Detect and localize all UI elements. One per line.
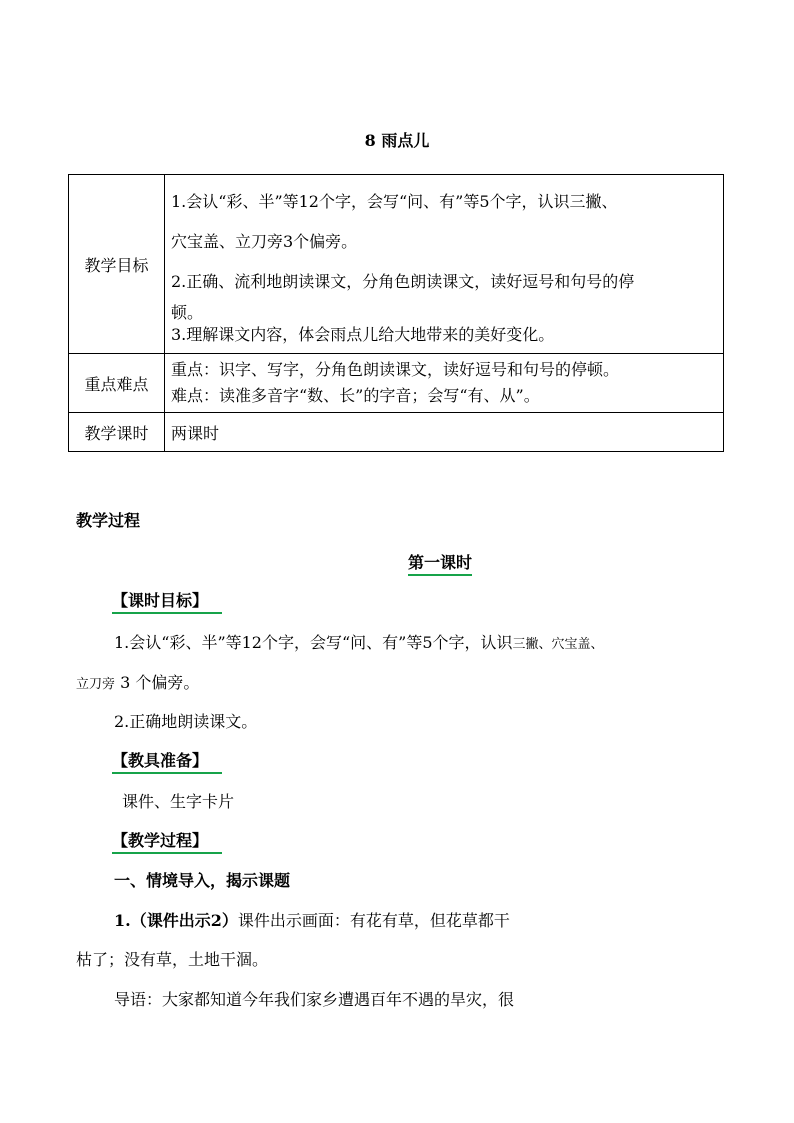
goals-line: 1.会认“彩、半”等12个字，会写“问、有”等5个字，认识三撇、 — [171, 192, 618, 211]
step1-line — [114, 908, 510, 931]
goals-content — [165, 175, 724, 354]
step1-number: 1. — [114, 911, 131, 930]
hours-label: 教学课时 — [69, 413, 165, 452]
procedure-section-heading: 【教学过程】 — [112, 828, 222, 854]
goals-line: 2.正确、流利地朗读课文，分角色朗读课文，读好逗号和句号的停 — [171, 272, 635, 291]
goals-line: 3.理解课文内容，体会雨点儿给大地带来的美好变化。 — [171, 325, 555, 344]
goal-item-1-cont — [76, 670, 199, 693]
step1-text: 课件出示画面：有花有草，但花草都干 — [237, 911, 510, 930]
difficulty-line: 难点：读准多音字“数、长”的字音；会写“有、从”。 — [171, 386, 540, 405]
prep-section-heading: 【教具准备】 — [112, 748, 222, 774]
key-points-label: 重点难点 — [69, 354, 165, 413]
process-heading: 教学过程 — [76, 511, 141, 530]
goals-line: 穴宝盖、立刀旁3个偏旁。 — [171, 232, 358, 251]
step1-bold: （课件出示2） — [130, 911, 238, 930]
goals-label: 教学目标 — [69, 175, 165, 354]
guide-text: 导语：大家都知道今年我们家乡遭遇百年不遇的旱灾，很 — [114, 990, 515, 1009]
table-row-hours — [69, 413, 724, 452]
goal-item-1 — [114, 630, 604, 653]
page-title: 8 雨点儿 — [364, 131, 430, 150]
goal-item-1-main: 1.会认“彩、半”等12个字，会写“问、有”等5个字，认识 — [114, 633, 513, 652]
prep-content: 课件、生字卡片 — [122, 792, 235, 811]
goal-item-2: 2.正确地朗读课文。 — [114, 712, 258, 731]
step1-heading: 一、情境导入，揭示课题 — [114, 871, 291, 890]
goal-item-1-cont-text: 3 个偏旁。 — [115, 673, 200, 692]
goal-item-1-cont-small: 立刀旁 — [76, 677, 116, 692]
step1-cont: 枯了；没有草，土地干涸。 — [76, 950, 269, 969]
table-row-key-points — [69, 354, 724, 413]
key-points-content — [165, 354, 724, 413]
key-point-line: 重点：识字、写字，分角色朗读课文，读好逗号和句号的停顿。 — [171, 360, 620, 379]
lesson-title: 第一课时 — [408, 550, 472, 576]
hours-value: 两课时 — [165, 413, 724, 452]
lesson-info-table — [68, 174, 724, 452]
goals-line: 顿。 — [171, 303, 204, 322]
table-row-goals — [69, 175, 724, 354]
goals-section-heading: 【课时目标】 — [112, 588, 222, 614]
goal-item-1-small: 三撇、穴宝盖、 — [512, 637, 604, 652]
